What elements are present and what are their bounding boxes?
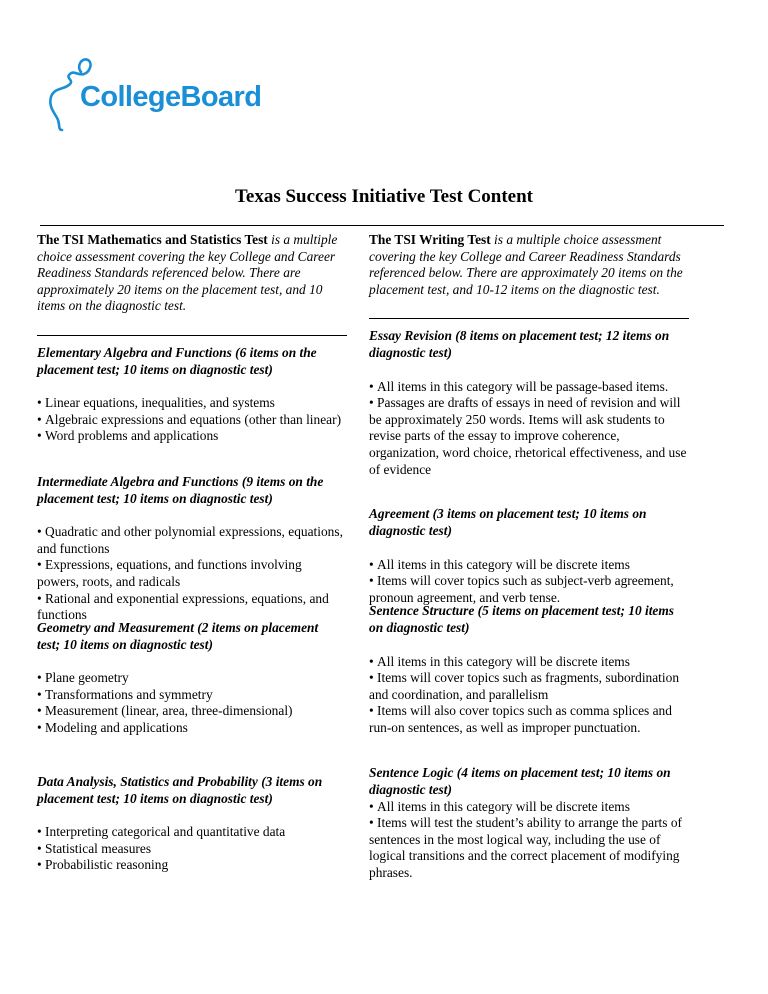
bullet-item: • Items will cover topics such as subject-verb agreement, pronoun agreement, and verb tense.	[369, 573, 691, 606]
bullet-item: • All items in this category will be passage-based items.	[369, 379, 691, 396]
bullet-item: • Expressions, equations, and functions involving powers, roots, and radicals	[37, 557, 343, 590]
math-section	[37, 345, 343, 445]
bullet-list	[37, 395, 343, 445]
section-heading: Sentence Structure (5 items on placement test; 10 items on diagnostic test)	[369, 603, 674, 635]
bullet-item: • Word problems and applications	[37, 428, 343, 445]
math-column	[37, 232, 343, 873]
bullet-list	[37, 824, 343, 874]
section-heading: Geometry and Measurement (2 items on placement test; 10 items on diagnostic test)	[37, 619, 319, 652]
bullet-item: • Plane geometry	[37, 670, 343, 687]
writing-section	[369, 328, 691, 478]
writing-column	[369, 232, 691, 880]
section-heading: Essay Revision (8 items on placement test; 12 items on diagnostic test)	[369, 328, 670, 360]
bullet-item: • All items in this category will be discrete items	[369, 799, 691, 816]
college-board-logo	[48, 52, 278, 136]
bullet-list	[37, 670, 343, 736]
math-section	[37, 774, 343, 874]
math-section	[37, 474, 343, 624]
section-heading: Sentence Logic (4 items on placement test; 10 items on diagnostic test)	[369, 765, 671, 797]
bullet-item: • Passages are drafts of essays in need of revision and will be approximately 250 words. Items will ask students to revise parts of the essay to improve coherence, organization, word choice, rhetorical effectiveness, and use of evidence	[369, 395, 691, 478]
writing-test-description: is a multiple choice assessment covering the key College and Career Readiness Standards referenced below. There are approximately 20 items on the placement test, and 10-12 items on the diagnostic test.	[369, 232, 683, 297]
bullet-item: • All items in this category will be discrete items	[369, 557, 691, 574]
section-heading: Agreement (3 items on placement test; 10 items on diagnostic test)	[369, 506, 647, 538]
section-heading: Data Analysis, Statistics and Probability (3 items on placement test; 10 items on diagnostic test)	[37, 773, 323, 806]
math-test-description: is a multiple choice assessment covering the key College and Career Readiness Standards referenced below. There are approximately 20 items on the placement test, and 10 items on the diagnostic test.	[37, 232, 338, 314]
bullet-item: • Probabilistic reasoning	[37, 857, 343, 874]
bullet-list	[37, 524, 343, 624]
bullet-list	[369, 799, 691, 882]
bullet-item: • Linear equations, inequalities, and systems	[37, 395, 343, 412]
bullet-item: • Algebraic expressions and equations (other than linear)	[37, 412, 343, 429]
bullet-item: • All items in this category will be discrete items	[369, 654, 691, 671]
bullet-item: • Items will also cover topics such as comma splices and run-on sentences, as well as improper punctuation.	[369, 703, 691, 736]
bullet-item: • Measurement (linear, area, three-dimensional)	[37, 703, 343, 720]
page-title: Texas Success Initiative Test Content	[234, 186, 534, 207]
bullet-item: • Transformations and symmetry	[37, 687, 343, 704]
writing-test-name: The TSI Writing Test	[369, 232, 491, 247]
math-test-name: The TSI Mathematics and Statistics Test	[37, 232, 268, 247]
bullet-item: • Items will cover topics such as fragments, subordination and coordination, and parallelism	[369, 670, 691, 703]
bullet-item: • Modeling and applications	[37, 720, 343, 737]
bullet-list	[369, 557, 691, 607]
section-heading: Elementary Algebra and Functions (6 items on the placement test; 10 items on diagnostic test)	[37, 344, 317, 377]
brand-name: CollegeBoard	[80, 81, 262, 113]
math-section	[37, 620, 343, 737]
section-heading: Intermediate Algebra and Functions (9 items on the placement test; 10 items on diagnostic test)	[37, 473, 324, 506]
title-divider	[40, 225, 724, 226]
writing-section	[369, 765, 691, 881]
bullet-item: • Quadratic and other polynomial expressions, equations, and functions	[37, 524, 343, 557]
bullet-item: • Interpreting categorical and quantitative data	[37, 824, 343, 841]
bullet-item: • Rational and exponential expressions, equations, and functions	[37, 591, 343, 624]
writing-section	[369, 603, 691, 736]
writing-divider	[369, 318, 689, 319]
bullet-list	[369, 654, 691, 737]
bullet-list	[369, 379, 691, 479]
bullet-item: • Statistical measures	[37, 841, 343, 858]
writing-intro	[369, 232, 691, 298]
math-intro	[37, 232, 343, 315]
math-divider	[37, 335, 347, 336]
bullet-item: • Items will test the student’s ability to arrange the parts of sentences in the most logical way, including the use of logical transitions and the correct placement of modifying phrases.	[369, 815, 691, 881]
writing-section	[369, 506, 691, 606]
